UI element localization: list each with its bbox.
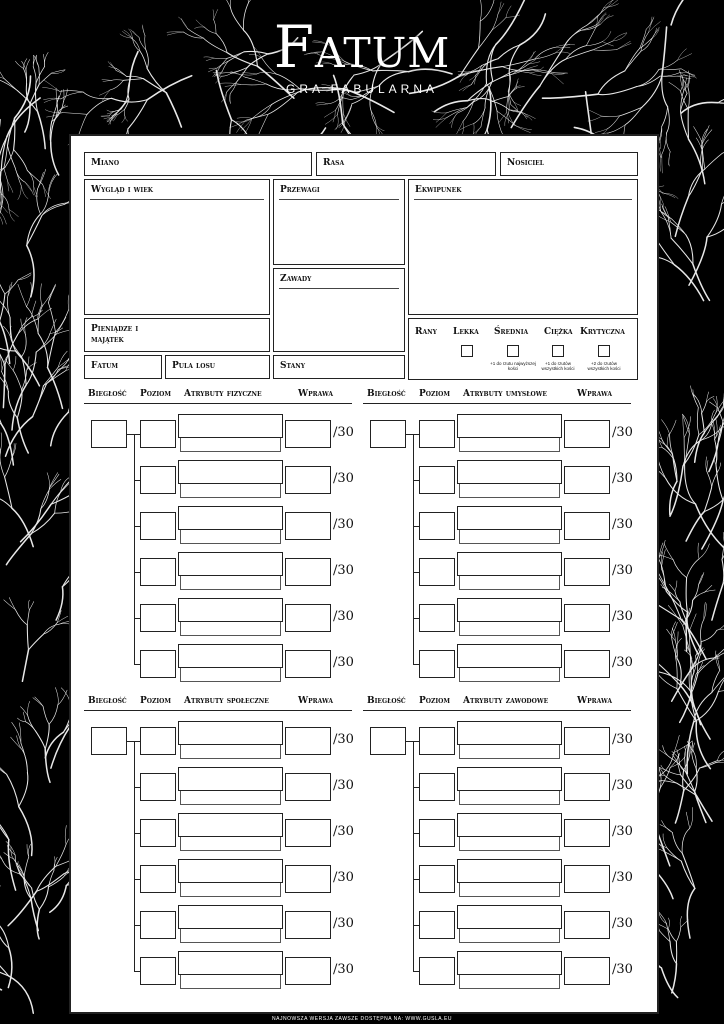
poziom-box[interactable]	[419, 865, 455, 893]
attribute-note-field[interactable]	[180, 622, 281, 636]
attribute-name-field[interactable]	[457, 721, 562, 745]
attribute-note-field[interactable]	[180, 745, 281, 759]
wprawa-max-label: /30	[333, 517, 354, 532]
bieglosc-box-umyslowe[interactable]	[370, 420, 406, 448]
character-sheet	[69, 134, 659, 1014]
poziom-box[interactable]	[419, 727, 455, 755]
pula-losu-label: Pula losu	[172, 361, 216, 371]
wprawa-box[interactable]	[285, 773, 331, 801]
wprawa-max-label: /30	[333, 916, 354, 931]
fatum-label: Fatum	[91, 361, 119, 371]
wprawa-max-label: /30	[612, 517, 633, 532]
wprawa-box[interactable]	[285, 819, 331, 847]
attribute-name-field[interactable]	[457, 644, 562, 668]
wprawa-header-zawodowe: Wprawa	[577, 696, 612, 706]
poziom-box[interactable]	[140, 650, 176, 678]
poziom-header-fizyczne: Poziom	[140, 389, 172, 399]
attribute-name-field[interactable]	[457, 598, 562, 622]
wprawa-max-label: /30	[333, 563, 354, 578]
wprawa-max-label: /30	[333, 870, 354, 885]
poziom-box[interactable]	[419, 911, 455, 939]
pula-losu-field[interactable]	[165, 355, 270, 379]
attribute-note-field[interactable]	[180, 929, 281, 943]
attribute-name-field[interactable]	[178, 552, 283, 576]
wprawa-box[interactable]	[564, 773, 610, 801]
rasa-field[interactable]	[316, 152, 496, 176]
bracket-line	[134, 434, 135, 664]
rana-ciezka-label: Ciężka	[544, 327, 573, 337]
wprawa-box[interactable]	[564, 466, 610, 494]
wprawa-box[interactable]	[285, 558, 331, 586]
attribute-note-field[interactable]	[459, 745, 560, 759]
poziom-box[interactable]	[140, 558, 176, 586]
wprawa-max-label: /30	[612, 824, 633, 839]
wprawa-box[interactable]	[285, 911, 331, 939]
rana-lekka-checkbox[interactable]	[461, 345, 473, 357]
attribute-name-field[interactable]	[178, 460, 283, 484]
wprawa-max-label: /30	[612, 916, 633, 931]
wprawa-box[interactable]	[564, 650, 610, 678]
wprawa-max-label: /30	[612, 962, 633, 977]
wprawa-max-label: /30	[612, 778, 633, 793]
rana-ciezka-checkbox[interactable]	[552, 345, 564, 357]
section-title-umyslowe: Atrybuty umysłowe	[463, 389, 548, 399]
rana-krytyczna-label: Krytyczna	[580, 327, 625, 337]
rana-srednia-label: Średnia	[494, 327, 529, 337]
rana-lekka-label: Lekka	[453, 327, 479, 337]
attribute-note-field[interactable]	[459, 975, 560, 989]
pieniadze-field[interactable]	[84, 318, 270, 352]
poziom-box[interactable]	[140, 773, 176, 801]
nosiciel-field[interactable]	[500, 152, 638, 176]
przewagi-field[interactable]	[273, 179, 405, 265]
attribute-name-field[interactable]	[457, 552, 562, 576]
wprawa-box[interactable]	[285, 650, 331, 678]
footer-note: NAJNOWSZA WERSJA ZAWSZE DOSTĘPNA NA: WWW.GUSLA.EU	[272, 1016, 452, 1022]
wprawa-box[interactable]	[564, 819, 610, 847]
bieglosc-box-zawodowe[interactable]	[370, 727, 406, 755]
rana-srednia-note: +1 do rzutu najwyższej kości	[490, 361, 536, 371]
attribute-name-field[interactable]	[457, 506, 562, 530]
wprawa-header-spoleczne: Wprawa	[298, 696, 333, 706]
fatum-field[interactable]	[84, 355, 162, 379]
poziom-box[interactable]	[140, 957, 176, 985]
bieglosc-header-fizyczne: Biegłość	[88, 389, 127, 399]
wprawa-max-label: /30	[612, 425, 633, 440]
attribute-name-field[interactable]	[457, 414, 562, 438]
bieglosc-header-spoleczne: Biegłość	[88, 696, 127, 706]
section-header-rule	[363, 403, 631, 404]
wprawa-box[interactable]	[564, 865, 610, 893]
attribute-note-field[interactable]	[180, 883, 281, 897]
wprawa-box[interactable]	[285, 512, 331, 540]
attribute-note-field[interactable]	[459, 484, 560, 498]
attribute-note-field[interactable]	[459, 530, 560, 544]
poziom-header-umyslowe: Poziom	[419, 389, 451, 399]
attribute-name-field[interactable]	[178, 414, 283, 438]
poziom-box[interactable]	[140, 466, 176, 494]
bracket-line	[134, 741, 135, 971]
poziom-box[interactable]	[140, 604, 176, 632]
poziom-box[interactable]	[140, 512, 176, 540]
attribute-note-field[interactable]	[180, 791, 281, 805]
section-header-rule	[84, 403, 352, 404]
stany-field[interactable]	[273, 355, 405, 379]
wyglad-field[interactable]	[84, 179, 270, 315]
attribute-name-field[interactable]	[178, 767, 283, 791]
wprawa-box[interactable]	[564, 558, 610, 586]
poziom-header-zawodowe: Poziom	[419, 696, 451, 706]
logo-title: Fatum	[273, 13, 451, 81]
wprawa-box[interactable]	[285, 420, 331, 448]
attribute-note-field[interactable]	[180, 438, 281, 452]
bracket-line	[413, 741, 414, 971]
rana-krytyczna-note: +2 do rzutów wszystkich kości	[587, 361, 621, 371]
section-header-rule	[84, 710, 352, 711]
attribute-note-field[interactable]	[459, 883, 560, 897]
bieglosc-box-fizyczne[interactable]	[91, 420, 127, 448]
attribute-name-field[interactable]	[457, 951, 562, 975]
attribute-note-field[interactable]	[180, 576, 281, 590]
wprawa-max-label: /30	[333, 609, 354, 624]
section-title-spoleczne: Atrybuty społeczne	[184, 696, 269, 706]
poziom-box[interactable]	[140, 865, 176, 893]
attribute-name-field[interactable]	[178, 644, 283, 668]
attribute-name-field[interactable]	[178, 598, 283, 622]
przewagi-label: Przewagi	[280, 185, 320, 195]
wprawa-max-label: /30	[612, 655, 633, 670]
bieglosc-header-umyslowe: Biegłość	[367, 389, 406, 399]
poziom-box[interactable]	[140, 819, 176, 847]
rany-label: Rany	[415, 327, 437, 337]
zawady-label: Zawady	[280, 274, 312, 284]
rasa-label: Rasa	[323, 158, 345, 168]
attribute-name-field[interactable]	[457, 859, 562, 883]
wprawa-max-label: /30	[612, 563, 633, 578]
attribute-note-field[interactable]	[459, 791, 560, 805]
bieglosc-box-spoleczne[interactable]	[91, 727, 127, 755]
section-title-zawodowe: Atrybuty zawodowe	[463, 696, 549, 706]
attribute-note-field[interactable]	[459, 837, 560, 851]
poziom-box[interactable]	[419, 558, 455, 586]
wprawa-max-label: /30	[612, 870, 633, 885]
poziom-box[interactable]	[419, 604, 455, 632]
stany-label: Stany	[280, 361, 306, 371]
attribute-name-field[interactable]	[178, 506, 283, 530]
wprawa-max-label: /30	[333, 778, 354, 793]
wprawa-box[interactable]	[564, 727, 610, 755]
wprawa-box[interactable]	[564, 512, 610, 540]
attribute-name-field[interactable]	[457, 767, 562, 791]
attribute-note-field[interactable]	[459, 668, 560, 682]
poziom-box[interactable]	[140, 420, 176, 448]
wprawa-max-label: /30	[612, 609, 633, 624]
attribute-name-field[interactable]	[457, 813, 562, 837]
bracket-line	[413, 434, 414, 664]
attribute-note-field[interactable]	[459, 438, 560, 452]
poziom-box[interactable]	[140, 911, 176, 939]
attribute-note-field[interactable]	[459, 576, 560, 590]
wprawa-max-label: /30	[333, 732, 354, 747]
poziom-box[interactable]	[419, 466, 455, 494]
wprawa-max-label: /30	[612, 732, 633, 747]
poziom-box[interactable]	[140, 727, 176, 755]
poziom-box[interactable]	[419, 650, 455, 678]
wprawa-box[interactable]	[564, 911, 610, 939]
wprawa-max-label: /30	[333, 962, 354, 977]
wprawa-box[interactable]	[564, 420, 610, 448]
wprawa-max-label: /30	[333, 425, 354, 440]
wprawa-box[interactable]	[564, 957, 610, 985]
attribute-name-field[interactable]	[178, 951, 283, 975]
attribute-note-field[interactable]	[459, 929, 560, 943]
attribute-note-field[interactable]	[180, 530, 281, 544]
wprawa-box[interactable]	[285, 957, 331, 985]
rana-srednia-checkbox[interactable]	[507, 345, 519, 357]
attribute-name-field[interactable]	[457, 905, 562, 929]
ekwipunek-label: Ekwipunek	[415, 185, 462, 195]
poziom-header-spoleczne: Poziom	[140, 696, 172, 706]
wprawa-box[interactable]	[285, 466, 331, 494]
miano-field[interactable]	[84, 152, 312, 176]
attribute-note-field[interactable]	[180, 837, 281, 851]
wprawa-box[interactable]	[564, 604, 610, 632]
wprawa-max-label: /30	[333, 824, 354, 839]
zawady-field[interactable]	[273, 268, 405, 352]
rana-ciezka-note: +1 do rzutów wszystkich kości	[541, 361, 575, 371]
poziom-box[interactable]	[419, 420, 455, 448]
logo-subtitle: GRA FABULARNA	[285, 82, 439, 96]
wprawa-box[interactable]	[285, 865, 331, 893]
ekwipunek-field[interactable]	[408, 179, 638, 315]
wprawa-box[interactable]	[285, 604, 331, 632]
section-header-rule	[363, 710, 631, 711]
poziom-box[interactable]	[419, 773, 455, 801]
poziom-box[interactable]	[419, 819, 455, 847]
attribute-name-field[interactable]	[178, 859, 283, 883]
attribute-note-field[interactable]	[459, 622, 560, 636]
rany-panel	[408, 318, 638, 380]
wyglad-label: Wygląd i wiek	[91, 185, 153, 195]
attribute-name-field[interactable]	[457, 460, 562, 484]
attribute-note-field[interactable]	[180, 484, 281, 498]
wprawa-header-umyslowe: Wprawa	[577, 389, 612, 399]
section-title-fizyczne: Atrybuty fizyczne	[184, 389, 262, 399]
logo	[0, 13, 724, 96]
poziom-box[interactable]	[419, 957, 455, 985]
wprawa-max-label: /30	[333, 471, 354, 486]
wprawa-box[interactable]	[285, 727, 331, 755]
miano-label: Miano	[91, 158, 120, 168]
pieniadze-label: Pieniądze i majątek	[91, 324, 139, 345]
bieglosc-header-zawodowe: Biegłość	[367, 696, 406, 706]
attribute-note-field[interactable]	[180, 668, 281, 682]
attribute-name-field[interactable]	[178, 721, 283, 745]
wprawa-header-fizyczne: Wprawa	[298, 389, 333, 399]
wprawa-max-label: /30	[333, 655, 354, 670]
attribute-name-field[interactable]	[178, 905, 283, 929]
attribute-name-field[interactable]	[178, 813, 283, 837]
nosiciel-label: Nosiciel	[507, 158, 544, 168]
attribute-note-field[interactable]	[180, 975, 281, 989]
wprawa-max-label: /30	[612, 471, 633, 486]
rana-krytyczna-checkbox[interactable]	[598, 345, 610, 357]
poziom-box[interactable]	[419, 512, 455, 540]
